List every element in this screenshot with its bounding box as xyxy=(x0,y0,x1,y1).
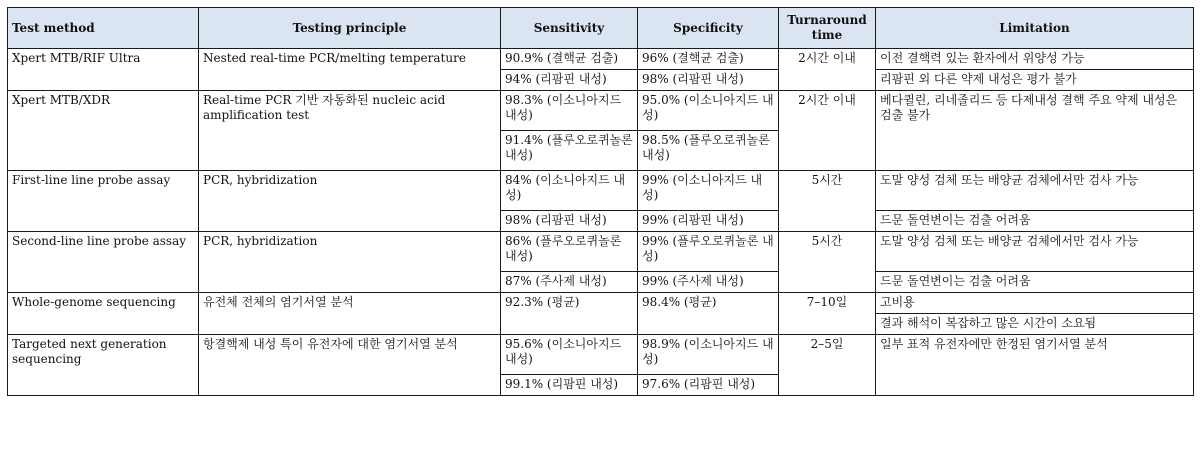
sensitivity-cell: 98.3% (이소니아지드 내성) xyxy=(501,91,638,131)
method-cell: Xpert MTB/XDR xyxy=(8,91,199,171)
sensitivity-cell: 99.1% (리팜핀 내성) xyxy=(501,375,638,396)
table-row xyxy=(8,91,1194,131)
table-container xyxy=(7,7,1193,396)
header-testing-principle: Testing principle xyxy=(199,8,501,49)
limitation-cell: 드문 돌연변이는 검출 어려움 xyxy=(876,211,1194,232)
turnaround-cell: 5시간 xyxy=(779,232,876,293)
limitation-cell: 도말 양성 검체 또는 배양균 검체에서만 검사 가능 xyxy=(876,232,1194,272)
method-cell: Whole-genome sequencing xyxy=(8,293,199,335)
sensitivity-cell: 87% (주사제 내성) xyxy=(501,272,638,293)
specificity-cell: 98% (리팜핀 내성) xyxy=(638,70,779,91)
header-row xyxy=(8,8,1194,49)
sensitivity-cell: 84% (이소니아지드 내성) xyxy=(501,171,638,211)
specificity-cell: 95.0% (이소니아지드 내성) xyxy=(638,91,779,131)
table-row xyxy=(8,293,1194,314)
sensitivity-cell: 91.4% (플루오로퀴놀론 내성) xyxy=(501,131,638,171)
sensitivity-cell: 86% (플루오로퀴놀론 내성) xyxy=(501,232,638,272)
method-cell: Second-line line probe assay xyxy=(8,232,199,293)
principle-cell: Real-time PCR 기반 자동화된 nucleic acid amplification test xyxy=(199,91,501,171)
tb-test-comparison-table xyxy=(7,7,1194,396)
specificity-cell: 98.4% (평균) xyxy=(638,293,779,335)
header-sensitivity: Sensitivity xyxy=(501,8,638,49)
sensitivity-cell: 98% (리팜핀 내성) xyxy=(501,211,638,232)
specificity-cell: 99% (주사제 내성) xyxy=(638,272,779,293)
specificity-cell: 99% (이소니아지드 내성) xyxy=(638,171,779,211)
table-row xyxy=(8,171,1194,211)
header-limitation: Limitation xyxy=(876,8,1194,49)
principle-cell: Nested real-time PCR/melting temperature xyxy=(199,49,501,91)
turnaround-cell: 2–5일 xyxy=(779,335,876,396)
header-test-method: Test method xyxy=(8,8,199,49)
header-turnaround-time: Turnaround time xyxy=(779,8,876,49)
limitation-cell: 일부 표적 유전자에만 한정된 염기서열 분석 xyxy=(876,335,1194,396)
limitation-cell: 고비용 xyxy=(876,293,1194,314)
principle-cell: PCR, hybridization xyxy=(199,171,501,232)
sensitivity-cell: 94% (리팜핀 내성) xyxy=(501,70,638,91)
table-row xyxy=(8,335,1194,375)
table-row xyxy=(8,49,1194,70)
principle-cell: 유전체 전체의 염기서열 분석 xyxy=(199,293,501,335)
sensitivity-cell: 90.9% (결핵균 검출) xyxy=(501,49,638,70)
principle-cell: PCR, hybridization xyxy=(199,232,501,293)
method-cell: First-line line probe assay xyxy=(8,171,199,232)
sensitivity-cell: 95.6% (이소니아지드 내성) xyxy=(501,335,638,375)
sensitivity-cell: 92.3% (평균) xyxy=(501,293,638,335)
limitation-cell: 베다퀼린, 리네졸리드 등 다제내성 결핵 주요 약제 내성은 검출 불가 xyxy=(876,91,1194,171)
limitation-cell: 이전 결핵력 있는 환자에서 위양성 가능 xyxy=(876,49,1194,70)
specificity-cell: 99% (리팜핀 내성) xyxy=(638,211,779,232)
turnaround-cell: 5시간 xyxy=(779,171,876,232)
turnaround-cell: 2시간 이내 xyxy=(779,49,876,91)
turnaround-cell: 2시간 이내 xyxy=(779,91,876,171)
specificity-cell: 98.5% (플루오로퀴놀론 내성) xyxy=(638,131,779,171)
turnaround-cell: 7–10일 xyxy=(779,293,876,335)
limitation-cell: 결과 해석이 복잡하고 많은 시간이 소요됨 xyxy=(876,314,1194,335)
limitation-cell: 드문 돌연변이는 검출 어려움 xyxy=(876,272,1194,293)
principle-cell: 항결핵제 내성 특이 유전자에 대한 염기서열 분석 xyxy=(199,335,501,396)
specificity-cell: 96% (결핵균 검출) xyxy=(638,49,779,70)
specificity-cell: 97.6% (리팜핀 내성) xyxy=(638,375,779,396)
method-cell: Targeted next generation sequencing xyxy=(8,335,199,396)
limitation-cell: 리팜핀 외 다른 약제 내성은 평가 불가 xyxy=(876,70,1194,91)
table-row xyxy=(8,232,1194,272)
specificity-cell: 98.9% (이소니아지드 내성) xyxy=(638,335,779,375)
specificity-cell: 99% (플루오로퀴놀론 내성) xyxy=(638,232,779,272)
limitation-cell: 도말 양성 검체 또는 배양균 검체에서만 검사 가능 xyxy=(876,171,1194,211)
header-specificity: Specificity xyxy=(638,8,779,49)
method-cell: Xpert MTB/RIF Ultra xyxy=(8,49,199,91)
